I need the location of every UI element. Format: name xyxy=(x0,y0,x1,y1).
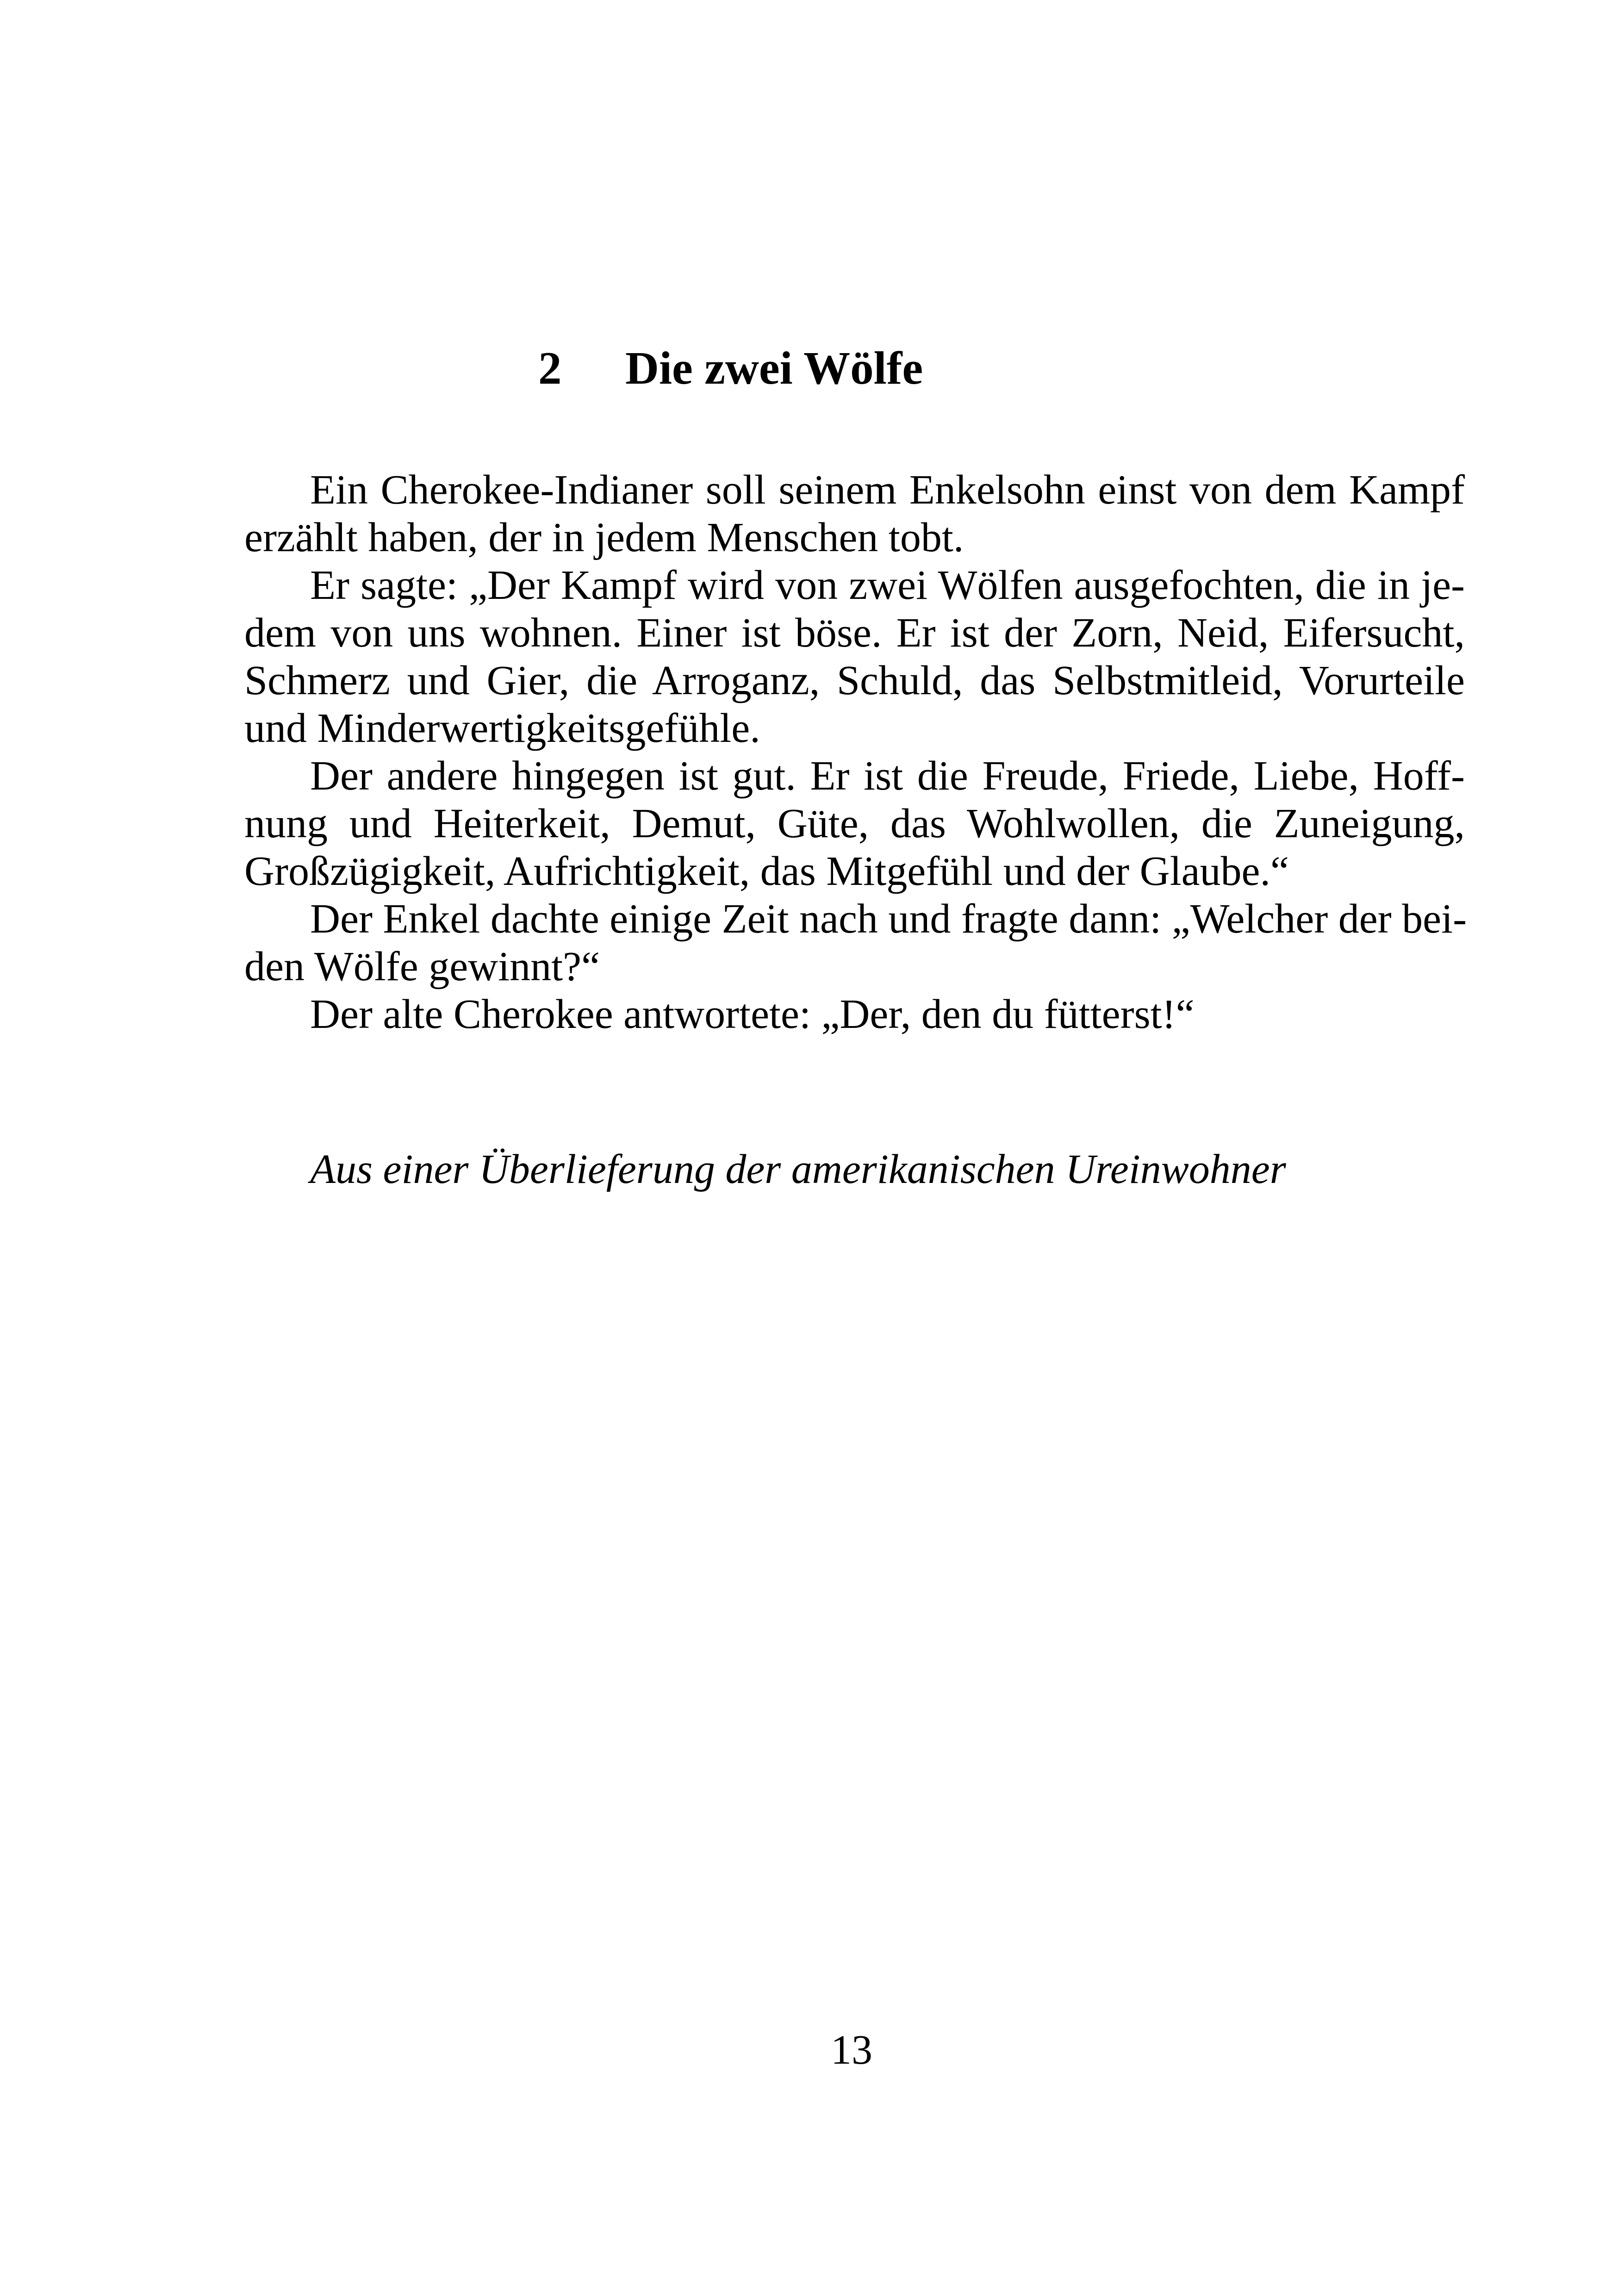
text-line: Großzügigkeit, Aufrichtigkeit, das Mitgefühl und der Glaube.“ xyxy=(244,848,1289,894)
chapter-heading xyxy=(538,333,923,403)
text-line: Der andere hingegen ist gut. Er ist die Freude, Friede, Liebe, Hoff- xyxy=(310,753,1465,799)
text-line: Der alte Cherokee antwortete: „Der, den du fütterst!“ xyxy=(310,991,1195,1037)
text-line: Er sagte: „Der Kampf wird von zwei Wölfen ausgefochten, die in je- xyxy=(310,562,1465,608)
text-line: nung und Heiterkeit, Demut, Güte, das Wohlwollen, die Zuneigung, xyxy=(244,801,1465,846)
text-line: und Minderwertigkeitsgefühle. xyxy=(244,705,760,751)
text-line: erzählt haben, der in jedem Menschen tobt. xyxy=(244,515,964,560)
chapter-title: Die zwei Wölfe xyxy=(625,342,923,394)
story-text xyxy=(244,466,1465,1038)
source-attribution: Aus einer Überlieferung der amerikanischen Ureinwohner xyxy=(310,1146,1286,1192)
page-number: 13 xyxy=(831,2027,872,2073)
text-line: Ein Cherokee-Indianer soll seinem Enkelsohn einst von dem Kampf xyxy=(310,467,1465,513)
text-line: den Wölfe gewinnt?“ xyxy=(244,944,600,989)
text-line: dem von uns wohnen. Einer ist böse. Er ist der Zorn, Neid, Eifersucht, xyxy=(244,610,1465,656)
text-line: Der Enkel dachte einige Zeit nach und fragte dann: „Welcher der bei- xyxy=(310,896,1467,942)
chapter-number: 2 xyxy=(538,342,562,394)
text-line: Schmerz und Gier, die Arroganz, Schuld, das Selbstmitleid, Vorurteile xyxy=(244,658,1465,703)
